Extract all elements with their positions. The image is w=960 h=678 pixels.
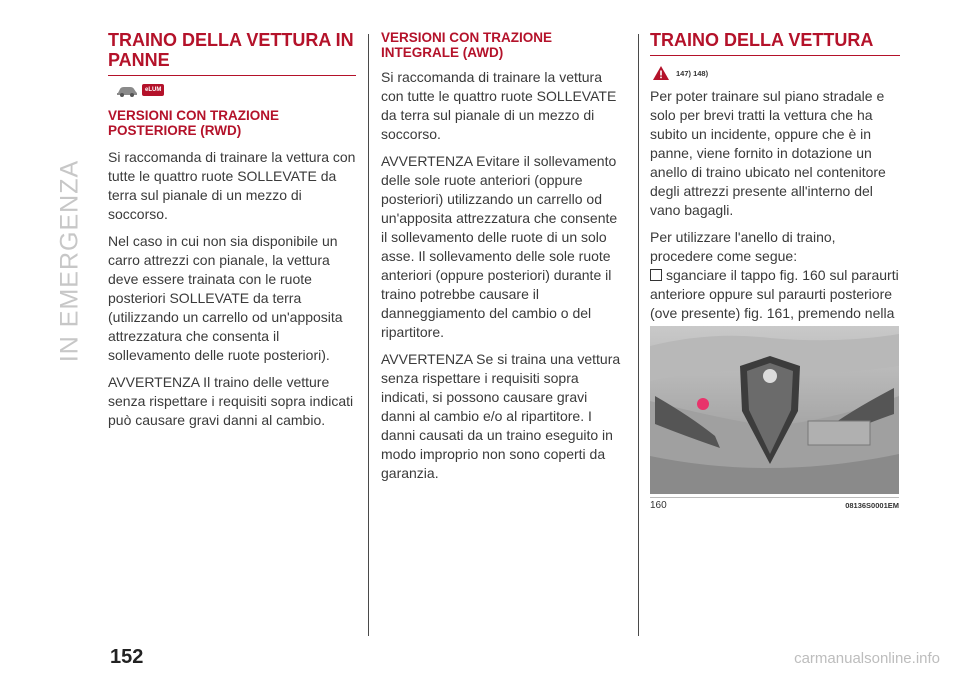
figure-number: 160 xyxy=(650,500,667,511)
paragraph: AVVERTENZA Il traino delle vetture senza rispettare i requisiti sopra indicati può causare gravi danni al cambio. xyxy=(108,374,354,428)
car-icon xyxy=(116,84,138,97)
figure-code: 08136S0001EM xyxy=(845,501,899,510)
side-section-label-text: IN EMERGENZA xyxy=(55,159,84,363)
side-section-label xyxy=(52,18,88,504)
bullet-text: sganciare il tappo fig. 160 sul paraurti anteriore oppure sul paraurti posteriore (ove presente) fig. 161, premendo nella xyxy=(650,267,899,321)
car-front-illustration xyxy=(650,326,899,494)
paragraph: Per utilizzare l'anello di traino, procedere come segue: xyxy=(650,229,836,264)
column-1 xyxy=(108,30,356,438)
figure-caption-rule xyxy=(650,497,899,498)
column-2 xyxy=(381,30,624,491)
vehicle-icons-row xyxy=(116,82,356,98)
subheading-awd: VERSIONI CON TRAZIONE INTEGRALE (AWD) xyxy=(381,30,553,60)
paragraph: Per poter trainare sul piano stradale e solo per brevi tratti la vettura che ha subito un incidente, oppure che è in panne, viene fornito in dotazione un anello di traino ubicato nel contenitore degli attrezzi presente all'interno del vano bagagli. xyxy=(650,88,886,218)
column-divider-2 xyxy=(638,34,639,636)
paragraph: AVVERTENZA Se si traina una vettura senza rispettare i requisiti sopra indicati, si possono causare gravi danni al cambio e/o al ripartitore. I danni causati da un traino eseguito in modo improprio non sono coperti da garanzia. xyxy=(381,351,621,481)
paragraph: AVVERTENZA Evitare il sollevamento delle sole ruote anteriori (oppure posteriori) utilizzando un carrello od un'apposita attrezzatura che consente il sollevamento delle ruote di un solo asse. Il sollevamento delle sole ruote anteriori (oppure posteriori) durante il traino potrebbe causare il danneggiamento del cambio o del ripartitore. xyxy=(381,153,618,340)
watermark: carmanualsonline.info xyxy=(794,650,940,667)
column-3 xyxy=(650,30,900,350)
subheading-rwd: VERSIONI CON TRAZIONE POSTERIORE (RWD) xyxy=(108,108,280,138)
column-divider-1 xyxy=(368,34,369,636)
warning-row xyxy=(652,65,900,81)
paragraph: Si raccomanda di trainare la vettura con tutte le quattro ruote SOLLEVATE da terra sul pianale di un mezzo di soccorso. xyxy=(381,69,617,142)
elum-badge: eLUM xyxy=(142,84,164,96)
warning-triangle-icon xyxy=(652,65,670,81)
section-heading-traino-panne: TRAINO DELLA VETTURA IN PANNE xyxy=(108,30,356,76)
warning-references: 147) 148) xyxy=(676,68,709,78)
paragraph: Si raccomanda di trainare la vettura con tutte le quattro ruote SOLLEVATE da terra sul pianale di un mezzo di soccorso. xyxy=(108,149,356,222)
page-number: 152 xyxy=(110,646,144,668)
paragraph: Nel caso in cui non sia disponibile un carro attrezzi con pianale, la vettura deve essere trainata con le ruote posteriori SOLLEVATE da terra (utilizzando un carrello od un'apposita attrezzatura che consenta il sollevamento delle ruote posteriori). xyxy=(108,233,343,363)
figure-caption xyxy=(650,500,899,511)
checkbox-bullet-icon xyxy=(650,269,662,281)
section-heading-traino-vettura: TRAINO DELLA VETTURA xyxy=(650,30,900,56)
figure-front-bumper xyxy=(650,326,899,494)
